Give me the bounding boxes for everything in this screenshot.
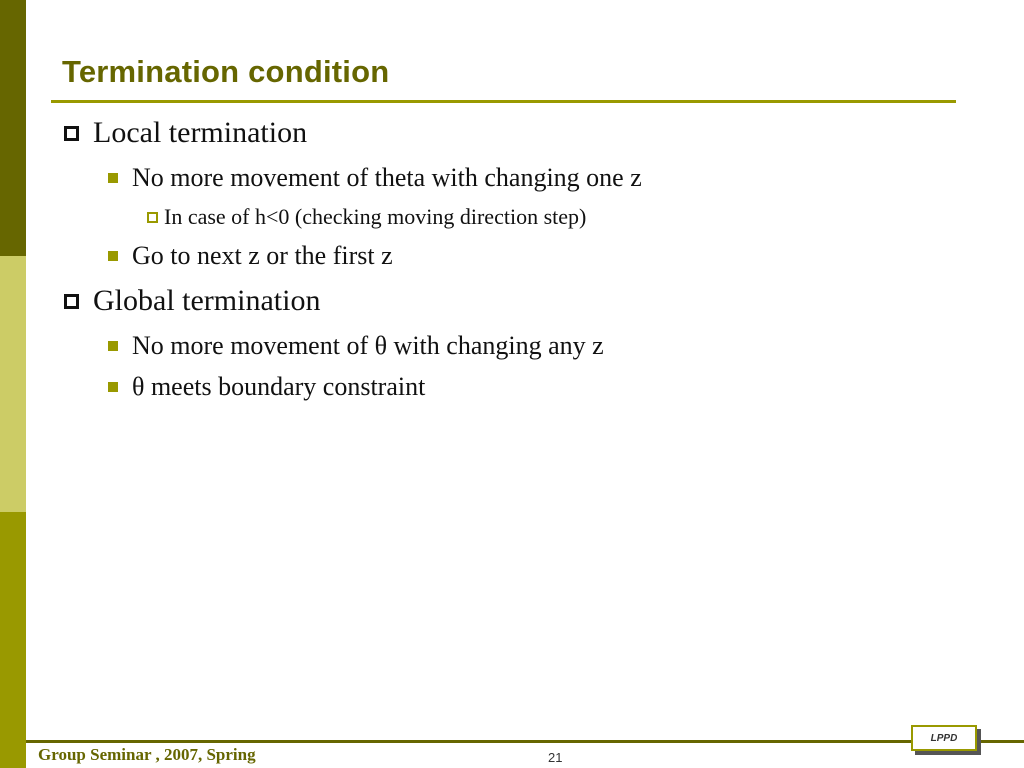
sub-sub-bullet-h-negative xyxy=(147,204,586,230)
bullet-text: No more movement of θ with changing any z xyxy=(132,331,604,360)
title-divider xyxy=(51,100,956,103)
side-bar-bottom xyxy=(0,512,26,768)
hollow-square-bullet-icon xyxy=(147,212,158,223)
bullet-text: Go to next z or the first z xyxy=(132,241,393,270)
slide-title: Termination condition xyxy=(62,54,390,89)
logo-box xyxy=(911,725,977,751)
hollow-square-bullet-icon xyxy=(64,126,79,141)
sub-bullet-next-z xyxy=(108,241,393,271)
bullet-global-termination xyxy=(64,284,320,318)
filled-square-bullet-icon xyxy=(108,341,118,351)
filled-square-bullet-icon xyxy=(108,382,118,392)
bullet-text: Global termination xyxy=(93,284,321,317)
bullet-text: In case of h<0 (checking moving direction step) xyxy=(164,204,587,229)
bullet-text: Local termination xyxy=(93,116,308,149)
logo-text: LPPD xyxy=(930,732,958,744)
sub-bullet-boundary-constraint xyxy=(108,372,425,402)
side-bar-top xyxy=(0,0,26,256)
lppd-logo xyxy=(911,725,979,753)
footer-seminar-label: Group Seminar , 2007, Spring xyxy=(38,745,256,764)
bullet-text: θ meets boundary constraint xyxy=(132,372,426,401)
sub-bullet-no-movement-any-z xyxy=(108,331,604,361)
bullet-text: No more movement of theta with changing one z xyxy=(132,163,642,192)
footer-divider xyxy=(26,740,1024,743)
sub-bullet-no-movement-one-z xyxy=(108,163,642,193)
hollow-square-bullet-icon xyxy=(64,294,79,309)
filled-square-bullet-icon xyxy=(108,251,118,261)
bullet-local-termination xyxy=(64,116,307,150)
page-number: 21 xyxy=(548,750,563,765)
side-bar-middle xyxy=(0,256,26,512)
filled-square-bullet-icon xyxy=(108,173,118,183)
